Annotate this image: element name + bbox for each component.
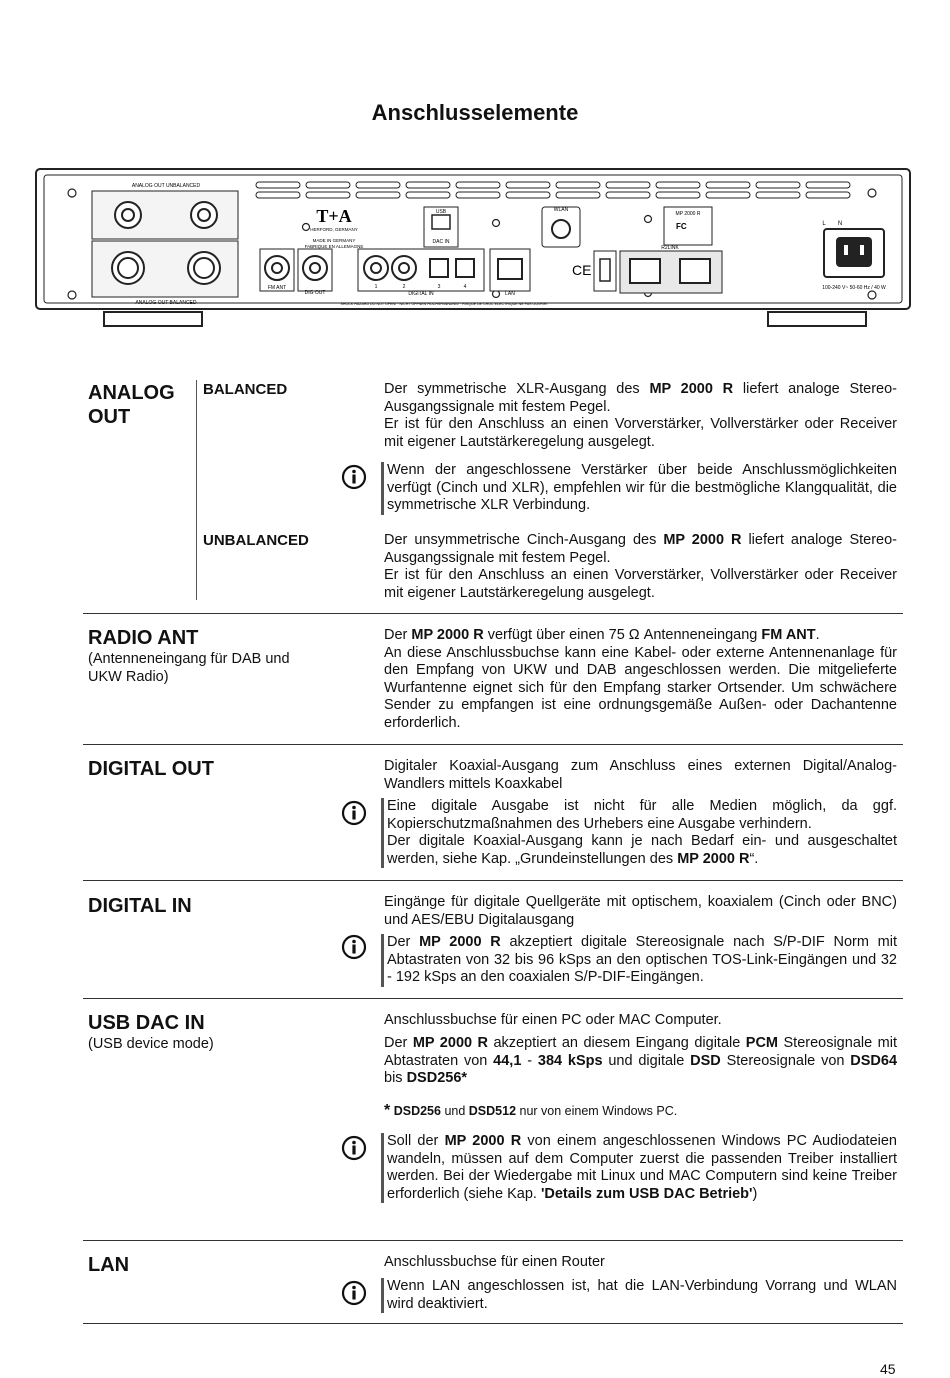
- section-divider: [83, 998, 903, 999]
- info-icon: [341, 464, 367, 490]
- svg-text:L: L: [822, 221, 826, 227]
- usb-dac-in-footnote: * DSD256 und DSD512 nur von einem Windows PC.: [384, 1102, 678, 1119]
- section-divider: [83, 613, 903, 614]
- svg-text:ANALOG OUT UNBALANCED: ANALOG OUT UNBALANCED: [131, 183, 201, 189]
- usb-dac-in-title: USB DAC IN: [88, 1012, 205, 1034]
- balanced-label: BALANCED: [203, 381, 288, 398]
- radio-ant-title: RADIO ANT: [88, 627, 199, 649]
- svg-text:R2LINK: R2LINK: [661, 245, 679, 251]
- page-title: Anschlusselemente: [371, 100, 579, 125]
- svg-text:HERFORD, GERMANY: HERFORD, GERMANY: [310, 227, 358, 232]
- svg-text:3: 3: [437, 284, 441, 290]
- svg-text:4: 4: [463, 284, 467, 290]
- info-icon: [341, 934, 367, 960]
- page-number: 45: [880, 1361, 896, 1377]
- unbalanced-label: UNBALANCED: [203, 532, 309, 549]
- svg-text:N: N: [837, 221, 843, 227]
- usb-dac-in-text1: Anschlussbuchse für einen PC oder MAC Computer.: [384, 1012, 722, 1028]
- svg-text:DAC IN: DAC IN: [432, 239, 450, 245]
- svg-text:FC: FC: [676, 222, 687, 231]
- svg-text:SHOCK HAZARD DO NOT OPEN! * NI: SHOCK HAZARD DO NOT OPEN! * NICHT ÖFFNEN HOCHSPANNUNG! * RISQUE DE CHOC ELECTRIQUE NE PAS OUVRIR!: [340, 302, 548, 306]
- usb-dac-in-text2: Der MP 2000 R akzeptiert an diesem Eingang digitale PCM Stereosignale mit Abtastraten von 44,1 - 384 kSps und digitale DSD Stereosignale von DSD64 bis DSD256*: [384, 1035, 898, 1087]
- usb-dac-in-subtitle: (USB device mode): [88, 1036, 214, 1052]
- lan-note: Wenn LAN angeschlossen ist, hat die LAN-Verbindung Vorrang und WLAN wird deaktiviert.: [381, 1278, 897, 1313]
- svg-text:ANALOG OUT BALANCED: ANALOG OUT BALANCED: [135, 300, 197, 306]
- svg-text:MADE IN GERMANY: MADE IN GERMANY: [312, 238, 356, 243]
- radio-ant-subtitle: (Antenneneingang für DAB und UKW Radio): [88, 651, 290, 685]
- svg-text:FM ANT: FM ANT: [267, 285, 287, 291]
- balanced-note: Wenn der angeschlossene Verstärker über beide Anschlussmöglichkeiten verfügt (Cinch und XLR), empfehlen wir für die bestmögliche Klangqualität, die symmetrische XLR Verbindung.: [381, 462, 897, 515]
- digital-in-title: DIGITAL IN: [88, 895, 192, 917]
- digital-out-text: Digitaler Koaxial-Ausgang zum Anschluss eines externen Digital/Analog-Wandlers mittels Koaxkabel: [384, 758, 897, 792]
- radio-ant-text: Der MP 2000 R verfügt über einen 75 Ω Antenneneingang FM ANT. An diese Anschlussbuchse kann eine Kabel- oder externe Antennenanlage für den Empfang von UKW und DAB angeschlossen werden. Die mitgelieferte Wurfantenne eignet sich für den Empfang starker Ortsender. Um schwächere Sender zu empfangen ist eine ordnungsgemäße Außen- oder Dachantenne erforderlich.: [384, 627, 897, 731]
- svg-text:LAN: LAN: [505, 291, 515, 297]
- svg-text:2: 2: [402, 284, 406, 290]
- svg-text:USB: USB: [435, 209, 447, 215]
- svg-text:1: 1: [374, 284, 378, 290]
- svg-text:MP 2000 R: MP 2000 R: [675, 211, 701, 217]
- digital-out-note: Eine digitale Ausgabe ist nicht für alle Medien möglich, da ggf. Kopierschutzmaßnahmen des Urhebers eine Ausgabe verhindern. Der digitale Koaxial-Ausgang kann je nach Bedarf ein- und ausgeschaltet werden, siehe Kap. „Grundeinstellungen des MP 2000 R“.: [381, 798, 897, 868]
- svg-text:DIGITAL IN: DIGITAL IN: [408, 291, 434, 297]
- lan-text: Anschlussbuchse für einen Router: [384, 1254, 605, 1270]
- analog-out-title: ANALOG OUT: [88, 382, 175, 428]
- usb-dac-in-note: Soll der MP 2000 R von einem angeschlossenen Windows PC Audiodateien wandeln, müssen auf dem Computer zuerst die passenden Treiber installiert werden. Bei der Wiedergabe mit Linux und MAC Computern sind keine Treiber erforderlich (siehe Kap. 'Details zum USB DAC Betrieb'): [381, 1133, 897, 1203]
- section-divider: [83, 880, 903, 881]
- device-rear-panel-drawing: [34, 167, 912, 327]
- svg-text:FABRIQUE EN ALLEMAGNE: FABRIQUE EN ALLEMAGNE: [304, 244, 364, 249]
- section-divider: [83, 744, 903, 745]
- svg-text:100-240 V~ 50-60 Hz / 40 W: 100-240 V~ 50-60 Hz / 40 W: [822, 285, 886, 291]
- balanced-text: Der symmetrische XLR-Ausgang des MP 2000 R liefert analoge Stereo-Ausgangssignale mit festem Pegel. Er ist für den Anschluss an einen Vorverstärker, Vollverstärker oder Receiver mit eigener Lautstärkeregelung ausgelegt.: [384, 381, 898, 450]
- svg-text:T+A: T+A: [316, 206, 352, 226]
- digital-in-note: Der MP 2000 R akzeptiert digitale Stereosignale nach S/P-DIF Norm mit Abtastraten von 32 bis 96 kSps an den optischen TOS-Link-Eingängen und 32 - 192 kSps an den coaxialen S/P-DIF-Eingängen.: [381, 934, 897, 987]
- svg-text:DIG OUT: DIG OUT: [304, 290, 326, 296]
- svg-text:WLAN: WLAN: [553, 207, 569, 213]
- section-divider: [83, 1240, 903, 1241]
- info-icon: [341, 800, 367, 826]
- info-icon: [341, 1280, 367, 1306]
- info-icon: [341, 1135, 367, 1161]
- svg-text:CE: CE: [572, 262, 592, 278]
- digital-out-title: DIGITAL OUT: [88, 758, 214, 780]
- unbalanced-text: Der unsymmetrische Cinch-Ausgang des MP 2000 R liefert analoge Stereo-Ausgangssignale mit festem Pegel. Er ist für den Anschluss an einen Vorverstärker, Vollverstärker oder Receiver mit eigener Lautstärkeregelung ausgelegt.: [384, 532, 898, 601]
- digital-in-text: Eingänge für digitale Quellgeräte mit optischem, koaxialem (Cinch oder BNC) und AES/EBU Digitalausgang: [384, 894, 897, 928]
- lan-title: LAN: [88, 1254, 130, 1276]
- analog-out-divider: [196, 380, 197, 600]
- section-divider: [83, 1323, 903, 1324]
